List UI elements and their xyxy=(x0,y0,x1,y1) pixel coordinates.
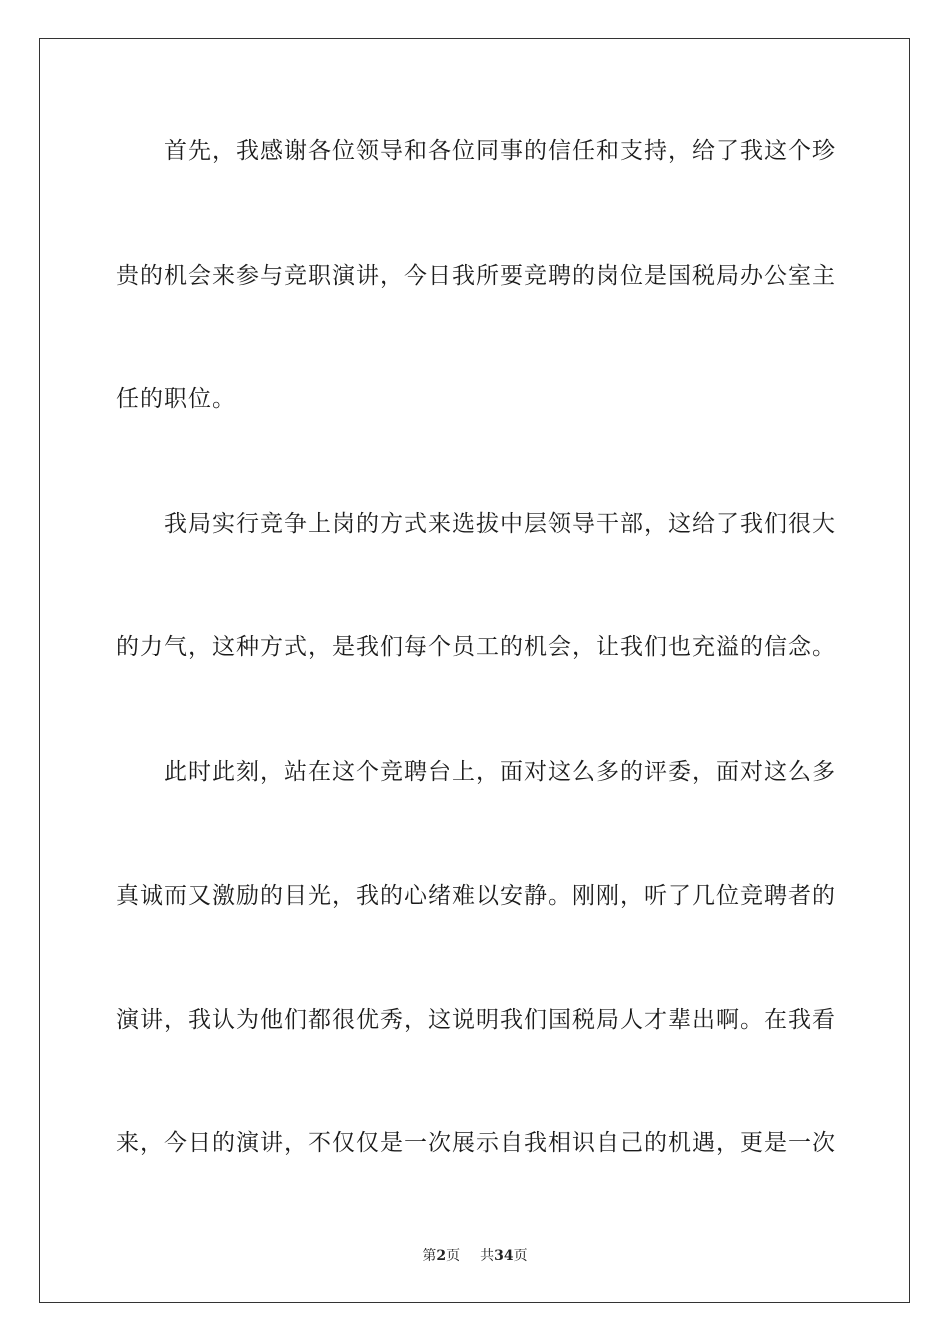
paragraph-1-line-1: 首先，我感谢各位领导和各位同事的信任和支持，给了我这个珍 xyxy=(164,138,836,164)
total-prefix: 共 xyxy=(480,1248,495,1264)
paragraph-3-line-1: 此时此刻，站在这个竞聘台上，面对这么多的评委，面对这么多 xyxy=(164,759,836,785)
paragraph-3-line-4: 来，今日的演讲，不仅仅是一次展示自我相识自己的机遇，更是一次 xyxy=(116,1130,836,1156)
paragraph-1-line-3: 任的职位。 xyxy=(116,386,236,412)
total-suffix: 页 xyxy=(513,1248,528,1264)
paragraph-2-line-2: 的力气，这种方式，是我们每个员工的机会，让我们也充溢的信念。 xyxy=(116,634,836,660)
page-suffix: 页 xyxy=(446,1248,461,1264)
page-prefix: 第 xyxy=(422,1248,437,1264)
total-pages-number: 34 xyxy=(494,1248,514,1264)
page-number-label xyxy=(422,1248,460,1264)
page-footer xyxy=(0,1247,950,1265)
current-page-number: 2 xyxy=(436,1248,447,1264)
paragraph-3-line-2: 真诚而又激励的目光，我的心绪难以安静。刚刚，听了几位竞聘者的 xyxy=(116,883,836,909)
paragraph-1-line-2: 贵的机会来参与竞职演讲，今日我所要竞聘的岗位是国税局办公室主 xyxy=(116,263,836,289)
paragraph-2-line-1: 我局实行竞争上岗的方式来选拔中层领导干部，这给了我们很大 xyxy=(164,511,836,537)
page-border xyxy=(39,38,910,1303)
paragraph-3-line-3: 演讲，我认为他们都很优秀，这说明我们国税局人才辈出啊。在我看 xyxy=(116,1007,836,1033)
total-pages-label xyxy=(480,1248,527,1264)
